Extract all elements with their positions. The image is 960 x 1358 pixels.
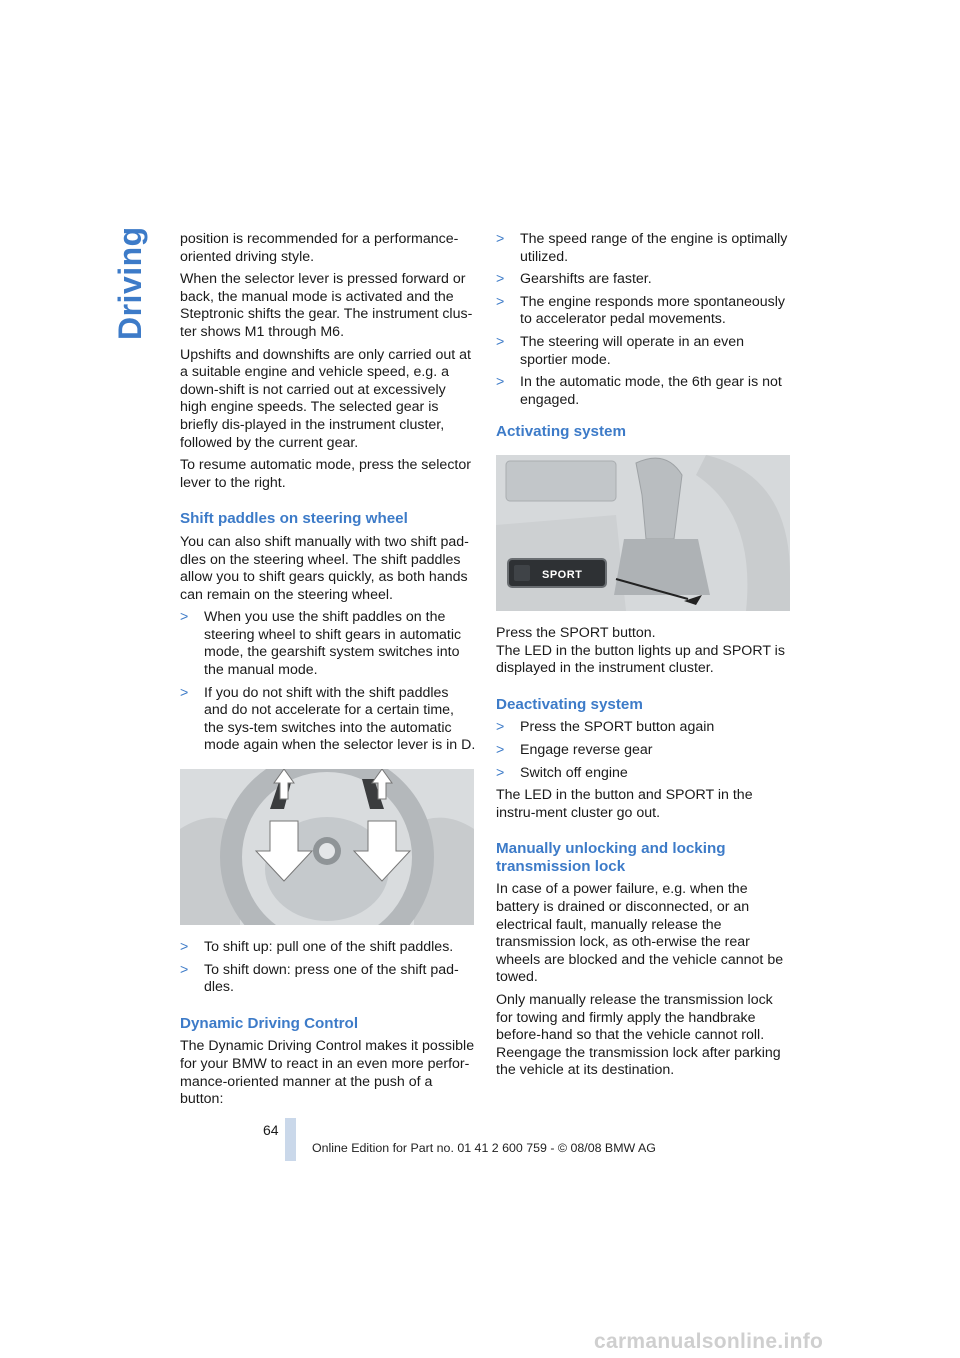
bullet-glyph: > bbox=[496, 333, 505, 350]
list-item bbox=[496, 231, 792, 266]
list-item bbox=[180, 939, 476, 957]
section-title: Driving bbox=[112, 226, 148, 340]
edition-footer: Online Edition for Part no. 01 41 2 600 759 - © 08/08 BMW AG bbox=[312, 1141, 656, 1155]
heading-dynamic-driving-control: Dynamic Driving Control bbox=[180, 1014, 359, 1032]
paragraph: When the selector lever is pressed forward or back, the manual mode is activated and the Steptronic shifts the gear. The instrument clus-ter shows M1 through M6. bbox=[180, 271, 473, 340]
bullet-list bbox=[180, 939, 476, 997]
list-item bbox=[496, 374, 792, 409]
paragraph bbox=[496, 625, 792, 678]
list-item-text: Gearshifts are faster. bbox=[520, 271, 652, 288]
paragraph: To resume automatic mode, press the selector lever to the right. bbox=[180, 457, 471, 491]
list-item-text: If you do not shift with the shift paddles and do not accelerate for a certain time, the sys-tem switches into the automatic mode again when the selector lever is in D. bbox=[204, 684, 476, 754]
paragraph-line: The LED in the button lights up and SPORT is displayed in the instrument cluster. bbox=[496, 642, 785, 677]
footer-accent-bar bbox=[285, 1118, 296, 1161]
paragraph: You can also shift manually with two shift pad-dles on the steering wheel. The shift paddles allow you to shift gears quickly, as both hands can remain on the steering wheel. bbox=[180, 533, 469, 603]
paragraph-line: Press the SPORT button. bbox=[496, 624, 656, 641]
bullet-glyph: > bbox=[180, 961, 189, 978]
sport-button-label: SPORT bbox=[542, 568, 583, 581]
list-item bbox=[180, 962, 476, 997]
list-item bbox=[180, 685, 476, 755]
paragraph: In case of a power failure, e.g. when the battery is drained or disconnected, or an electrical fault, manually release the transmission lock, as oth-erwise the rear wheels are blocked and the vehicle cannot be towed. bbox=[496, 881, 784, 986]
heading-shift-paddles: Shift paddles on steering wheel bbox=[180, 510, 408, 528]
list-item-text: The speed range of the engine is optimally utilized. bbox=[520, 231, 788, 265]
paragraph: Only manually release the transmission lock for towing and firmly apply the handbrake before-hand so that the vehicle cannot roll. Reengage the transmission lock after parking the vehicle at its destination. bbox=[496, 992, 781, 1079]
bullet-list bbox=[180, 609, 476, 755]
sport-button-image bbox=[496, 455, 790, 611]
list-item-text: The steering will operate in an even sportier mode. bbox=[520, 333, 744, 368]
bullet-list bbox=[496, 719, 792, 782]
list-item-text: Engage reverse gear bbox=[520, 741, 653, 758]
sport-button-illustration bbox=[496, 455, 790, 611]
list-item bbox=[496, 719, 792, 737]
right-column bbox=[496, 231, 792, 1085]
list-item bbox=[496, 334, 792, 369]
bullet-glyph: > bbox=[180, 609, 189, 626]
paragraph: The Dynamic Driving Control makes it possible for your BMW to react in an even more perfor-mance-oriented manner at the push of a button: bbox=[180, 1038, 475, 1108]
list-item-text: When you use the shift paddles on the steering wheel to shift gears in automatic mode, the gearshift system switches into the manual mode. bbox=[204, 609, 462, 679]
bullet-glyph: > bbox=[496, 374, 505, 391]
list-item bbox=[180, 609, 476, 679]
bullet-glyph: > bbox=[496, 293, 505, 310]
list-item-text: To shift up: pull one of the shift paddles. bbox=[204, 939, 454, 956]
paragraph: Upshifts and downshifts are only carried out at a suitable engine and vehicle speed, e.g. a down-shift is not carried out at excessively high engine speeds. The selected gear is briefly dis-played in the instrument cluster, followed by the current gear. bbox=[180, 346, 471, 451]
page-number: 64 bbox=[263, 1122, 279, 1138]
bullet-glyph: > bbox=[496, 719, 505, 736]
bullet-glyph: > bbox=[496, 271, 505, 288]
heading-transmission-lock: Manually unlocking and locking transmission lock bbox=[496, 840, 726, 875]
list-item-text: To shift down: press one of the shift pad-dles. bbox=[204, 961, 459, 996]
left-column bbox=[180, 231, 476, 1114]
bullet-glyph: > bbox=[496, 231, 505, 247]
paragraph: The LED in the button and SPORT in the instru-ment cluster go out. bbox=[496, 787, 753, 821]
list-item-text: Switch off engine bbox=[520, 764, 628, 781]
heading-activating-system: Activating system bbox=[496, 423, 626, 441]
bullet-glyph: > bbox=[180, 684, 189, 701]
steering-wheel-illustration bbox=[180, 769, 474, 925]
list-item bbox=[496, 742, 792, 760]
list-item-text: Press the SPORT button again bbox=[520, 719, 715, 736]
list-item bbox=[496, 271, 792, 289]
list-item-text: In the automatic mode, the 6th gear is not engaged. bbox=[520, 374, 782, 408]
list-item-text: The engine responds more spontaneously to accelerator pedal movements. bbox=[520, 293, 786, 328]
steering-wheel-paddles-image bbox=[180, 769, 474, 925]
bullet-glyph: > bbox=[496, 741, 505, 758]
list-item bbox=[496, 294, 792, 329]
watermark: carmanualsonline.info bbox=[594, 1330, 824, 1353]
list-item bbox=[496, 765, 792, 783]
bullet-list bbox=[496, 231, 792, 409]
bullet-glyph: > bbox=[180, 939, 189, 956]
heading-deactivating-system: Deactivating system bbox=[496, 695, 643, 713]
bullet-glyph: > bbox=[496, 764, 505, 781]
paragraph: position is recommended for a performance-oriented driving style. bbox=[180, 231, 459, 265]
